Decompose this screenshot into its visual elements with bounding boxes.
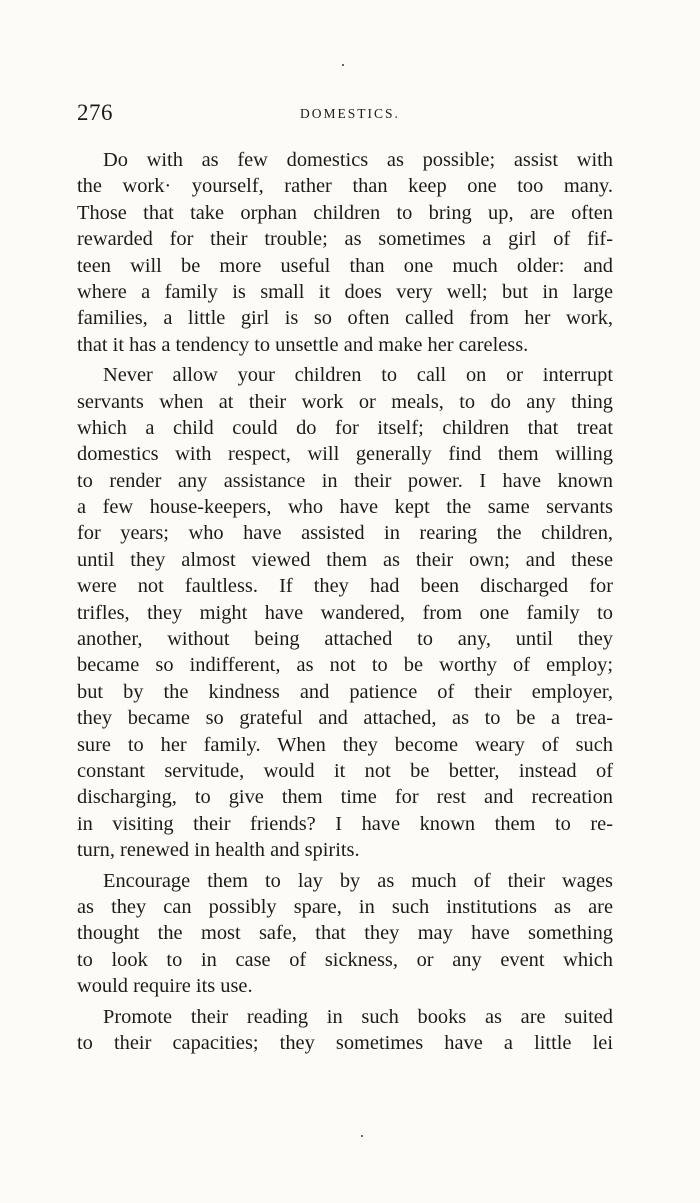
paragraph bbox=[77, 1004, 613, 1057]
text-line: as they can possibly spare, in such institutions as are bbox=[77, 895, 613, 918]
text-line: another, without being attached to any, until they bbox=[77, 628, 613, 651]
text-line: discharging, to give them time for rest and recreation bbox=[77, 786, 613, 809]
bottom-page-mark bbox=[361, 1135, 363, 1137]
text-line: Never allow your children to call on or interrupt bbox=[103, 364, 613, 387]
paragraph bbox=[77, 868, 613, 1000]
text-line: thought the most safe, that they may have something bbox=[77, 922, 613, 945]
text-line: until they almost viewed them as their own; and these bbox=[77, 548, 613, 571]
text-line: rewarded for their trouble; as sometimes a girl of fif- bbox=[77, 228, 613, 251]
text-line: domestics with respect, will generally find them willing bbox=[77, 443, 613, 466]
top-page-mark bbox=[342, 64, 344, 66]
text-line: a few house-keepers, who have kept the same servants bbox=[77, 496, 613, 519]
text-line: for years; who have assisted in rearing the children, bbox=[77, 522, 613, 545]
text-line: Promote their reading in such books as are suited bbox=[103, 1005, 613, 1028]
text-line: to their capacities; they sometimes have a little lei bbox=[77, 1031, 613, 1054]
text-line: but by the kindness and patience of their employer, bbox=[77, 680, 613, 703]
text-line: became so indifferent, as not to be worthy of employ; bbox=[77, 654, 613, 677]
text-line: they became so grateful and attached, as to be a trea- bbox=[77, 707, 613, 730]
text-line: Those that take orphan children to bring up, are often bbox=[77, 201, 613, 224]
text-line: in visiting their friends? I have known them to re- bbox=[77, 812, 613, 835]
text-line: families, a little girl is so often called from her work, bbox=[77, 307, 613, 330]
text-line: Encourage them to lay by as much of their wages bbox=[103, 869, 613, 892]
paragraph bbox=[77, 362, 613, 863]
text-line: to look to in case of sickness, or any event which bbox=[77, 948, 613, 971]
text-line: turn, renewed in health and spirits. bbox=[77, 839, 360, 862]
text-line: were not faultless. If they had been discharged for bbox=[77, 575, 613, 598]
text-line: servants when at their work or meals, to do any thing bbox=[77, 390, 613, 413]
running-head: DOMESTICS. bbox=[300, 106, 400, 121]
text-line: teen will be more useful than one much older: and bbox=[77, 254, 613, 277]
text-line: would require its use. bbox=[77, 975, 253, 998]
text-line: to render any assistance in their power. I have known bbox=[77, 469, 613, 492]
text-line: where a family is small it does very well; but in large bbox=[77, 280, 613, 303]
text-line: Do with as few domestics as possible; assist with bbox=[103, 149, 613, 171]
text-line: that it has a tendency to unsettle and make her careless. bbox=[77, 333, 529, 356]
body-text bbox=[77, 147, 613, 1056]
text-line: constant servitude, would it not be better, instead of bbox=[77, 759, 613, 782]
text-line: which a child could do for itself; children that treat bbox=[77, 416, 613, 439]
text-line: trifles, they might have wandered, from one family to bbox=[77, 601, 613, 624]
text-line: sure to her family. When they become weary of such bbox=[77, 733, 613, 756]
page-number: 276 bbox=[77, 100, 113, 125]
text-line: the work· yourself, rather than keep one too many. bbox=[77, 175, 613, 198]
paragraph bbox=[77, 147, 613, 358]
